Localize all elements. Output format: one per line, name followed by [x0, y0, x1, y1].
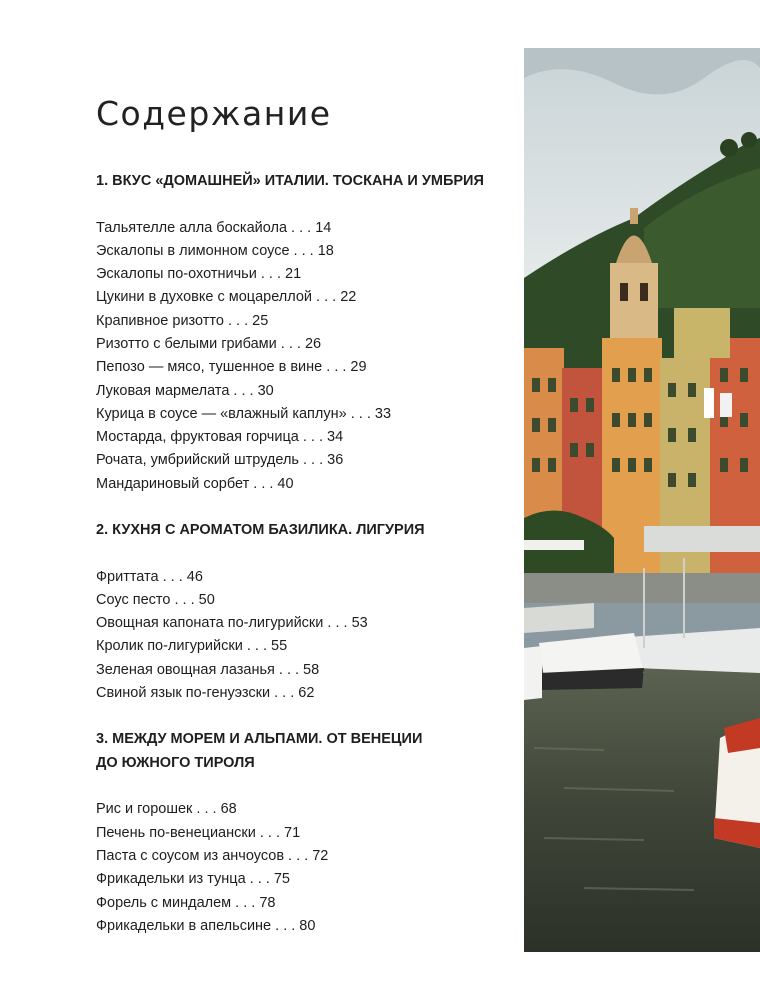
- list-item[interactable]: Луковая мармелата . . . 30: [96, 382, 274, 399]
- tree: [720, 139, 738, 157]
- list-item[interactable]: Крапивное ризотто . . . 25: [96, 312, 269, 329]
- page-title: Содержание: [96, 94, 332, 133]
- section-title-line: ДО ЮЖНОГО ТИРОЛЯ: [96, 754, 255, 771]
- list-item[interactable]: Фрикадельки из тунца . . . 75: [96, 871, 290, 888]
- list-item[interactable]: Рочата, умбрийский штрудель . . . 36: [96, 452, 344, 469]
- building-green-yellow: [674, 308, 730, 358]
- entry-list: [96, 798, 516, 938]
- entry-list: [96, 217, 516, 497]
- tower-spire: [630, 208, 638, 224]
- laundry: [704, 388, 714, 418]
- list-item[interactable]: Печень по-венециански . . . 71: [96, 824, 301, 841]
- table-of-contents: [96, 170, 516, 938]
- list-item[interactable]: Паста с соусом из анчоусов . . . 72: [96, 847, 329, 864]
- list-item[interactable]: Ризотто с белыми грибами . . . 26: [96, 335, 322, 352]
- tower-window: [640, 283, 648, 301]
- quay: [524, 573, 760, 603]
- bell-tower: [610, 263, 658, 343]
- list-item[interactable]: Свиной язык по-генуэзски . . . 62: [96, 685, 315, 702]
- boat-bow: [524, 646, 542, 700]
- list-item[interactable]: Эскалопы в лимонном соусе . . . 18: [96, 242, 334, 259]
- moored-boat: [524, 603, 594, 633]
- toc-section: [96, 728, 516, 938]
- list-item[interactable]: Курица в соусе — «влажный каплун» . . . 33: [96, 405, 392, 422]
- list-item[interactable]: Фрикадельки в апельсине . . . 80: [96, 917, 316, 934]
- awning: [644, 526, 760, 552]
- list-item[interactable]: Цукини в духовке с моцареллой . . . 22: [96, 289, 357, 306]
- list-item[interactable]: Пепозо — мясо, тушенное в вине . . . 29: [96, 359, 367, 376]
- list-item[interactable]: Рис и горошек . . . 68: [96, 801, 237, 818]
- harbor-town-photo: [524, 48, 760, 952]
- entry-list: [96, 566, 516, 706]
- section-title-line: 2. КУХНЯ С АРОМАТОМ БАЗИЛИКА. ЛИГУРИЯ: [96, 522, 425, 539]
- list-item[interactable]: Кролик по-лигурийски . . . 55: [96, 638, 288, 655]
- list-item[interactable]: Соус песто . . . 50: [96, 591, 215, 608]
- toc-section: [96, 519, 516, 705]
- section-title-line: 3. МЕЖДУ МОРЕМ И АЛЬПАМИ. ОТ ВЕНЕЦИИ: [96, 731, 423, 748]
- harbor-town-illustration: [524, 48, 760, 952]
- section-title: [96, 170, 516, 194]
- list-item[interactable]: Мандариновый сорбет . . . 40: [96, 475, 294, 492]
- section-title: [96, 519, 516, 543]
- list-item[interactable]: Мостарда, фруктовая горчица . . . 34: [96, 429, 344, 446]
- list-item[interactable]: Эскалопы по-охотничьи . . . 21: [96, 266, 302, 283]
- umbrella: [524, 540, 584, 550]
- laundry: [720, 393, 732, 417]
- list-item[interactable]: Овощная капоната по-лигурийски . . . 53: [96, 615, 368, 632]
- list-item[interactable]: Фриттата . . . 46: [96, 568, 203, 585]
- list-item[interactable]: Тальятелле алла боскайола . . . 14: [96, 219, 332, 236]
- tree: [741, 132, 757, 148]
- list-item[interactable]: Форель с миндалем . . . 78: [96, 894, 276, 911]
- section-title: [96, 728, 516, 775]
- list-item[interactable]: Зеленая овощная лазанья . . . 58: [96, 661, 320, 678]
- section-title-line: 1. ВКУС «ДОМАШНЕЙ» ИТАЛИИ. ТОСКАНА И УМБРИЯ: [96, 173, 484, 189]
- tower-window: [620, 283, 628, 301]
- toc-section: [96, 170, 516, 496]
